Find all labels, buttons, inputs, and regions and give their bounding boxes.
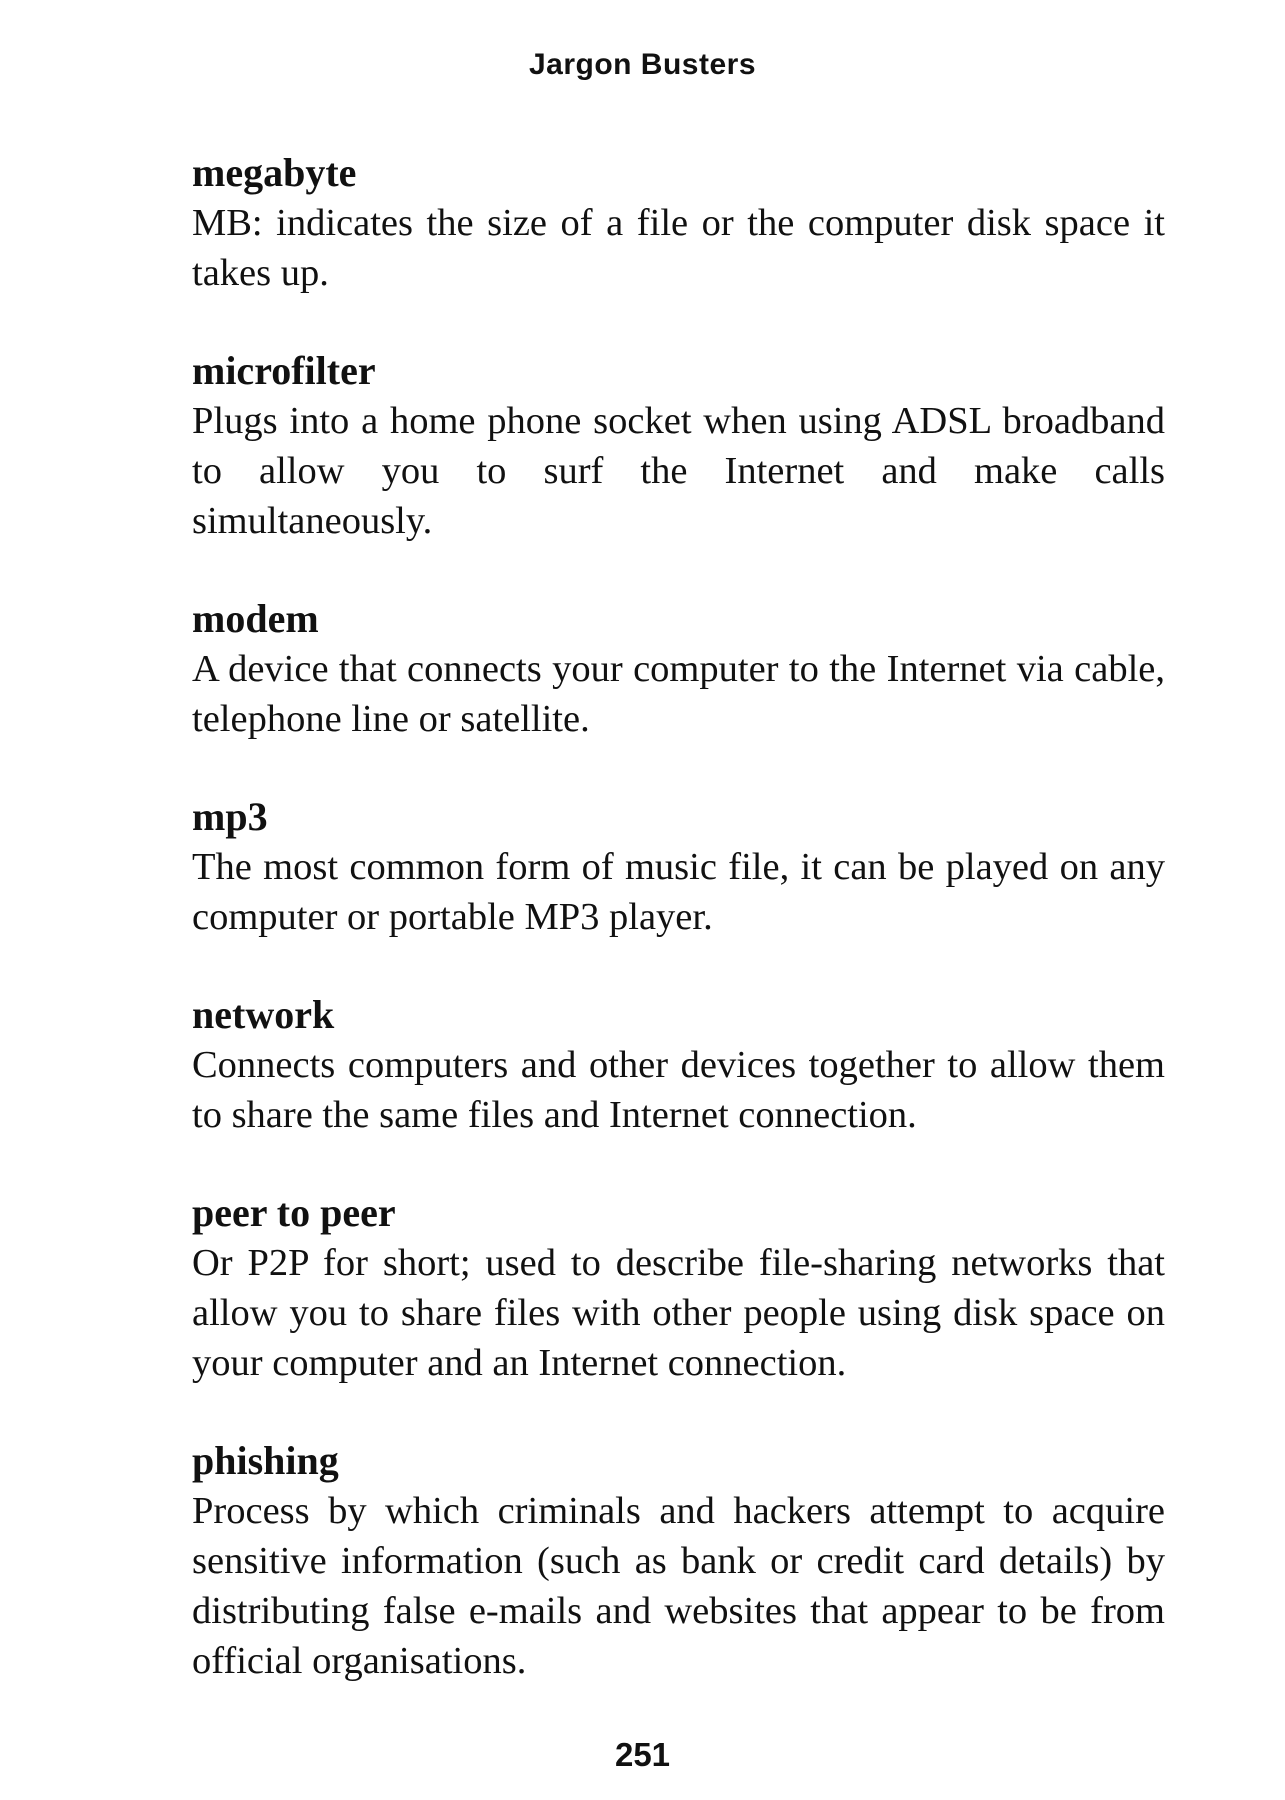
- glossary-entry-mp3: [192, 792, 1165, 942]
- glossary-term: peer to peer: [192, 1190, 396, 1235]
- glossary-definition: Process by which criminals and hackers attempt to acquire sensitive information (such as bank or credit card details) by distributing false e-mails and websites that appear to be from official organisations.: [192, 1490, 1165, 1682]
- glossary-definition: MB: indicates the size of a file or the computer disk space it takes up.: [192, 202, 1165, 294]
- glossary-definition: A device that connects your computer to the Internet via cable, telephone line or satellite.: [192, 648, 1165, 740]
- glossary-entry-network: [192, 990, 1165, 1140]
- glossary-entry-peer-to-peer: [192, 1188, 1165, 1388]
- glossary-entry-phishing: [192, 1436, 1165, 1686]
- glossary-entry-microfilter: [192, 346, 1165, 546]
- page-number: 251: [614, 1736, 671, 1773]
- running-header: Jargon Busters: [528, 48, 757, 81]
- glossary-entry-megabyte: [192, 148, 1165, 298]
- glossary-definition: Plugs into a home phone socket when using ADSL broadband to allow you to surf the Internet and make calls simultaneously.: [192, 400, 1165, 542]
- glossary-term: phishing: [192, 1438, 339, 1483]
- glossary-definition: Connects computers and other devices together to allow them to share the same files and Internet connection.: [192, 1044, 1165, 1136]
- glossary-term: network: [192, 992, 335, 1037]
- glossary-term: modem: [192, 596, 319, 641]
- glossary-entry-modem: [192, 594, 1165, 744]
- glossary-term: microfilter: [192, 348, 376, 393]
- glossary-term: megabyte: [192, 150, 357, 195]
- glossary-list: [192, 148, 1165, 1734]
- glossary-definition: Or P2P for short; used to describe file-sharing networks that allow you to share files with other people using disk space on your computer and an Internet connection.: [192, 1242, 1165, 1384]
- glossary-term: mp3: [192, 794, 268, 839]
- glossary-definition: The most common form of music file, it can be played on any computer or portable MP3 player.: [192, 846, 1165, 938]
